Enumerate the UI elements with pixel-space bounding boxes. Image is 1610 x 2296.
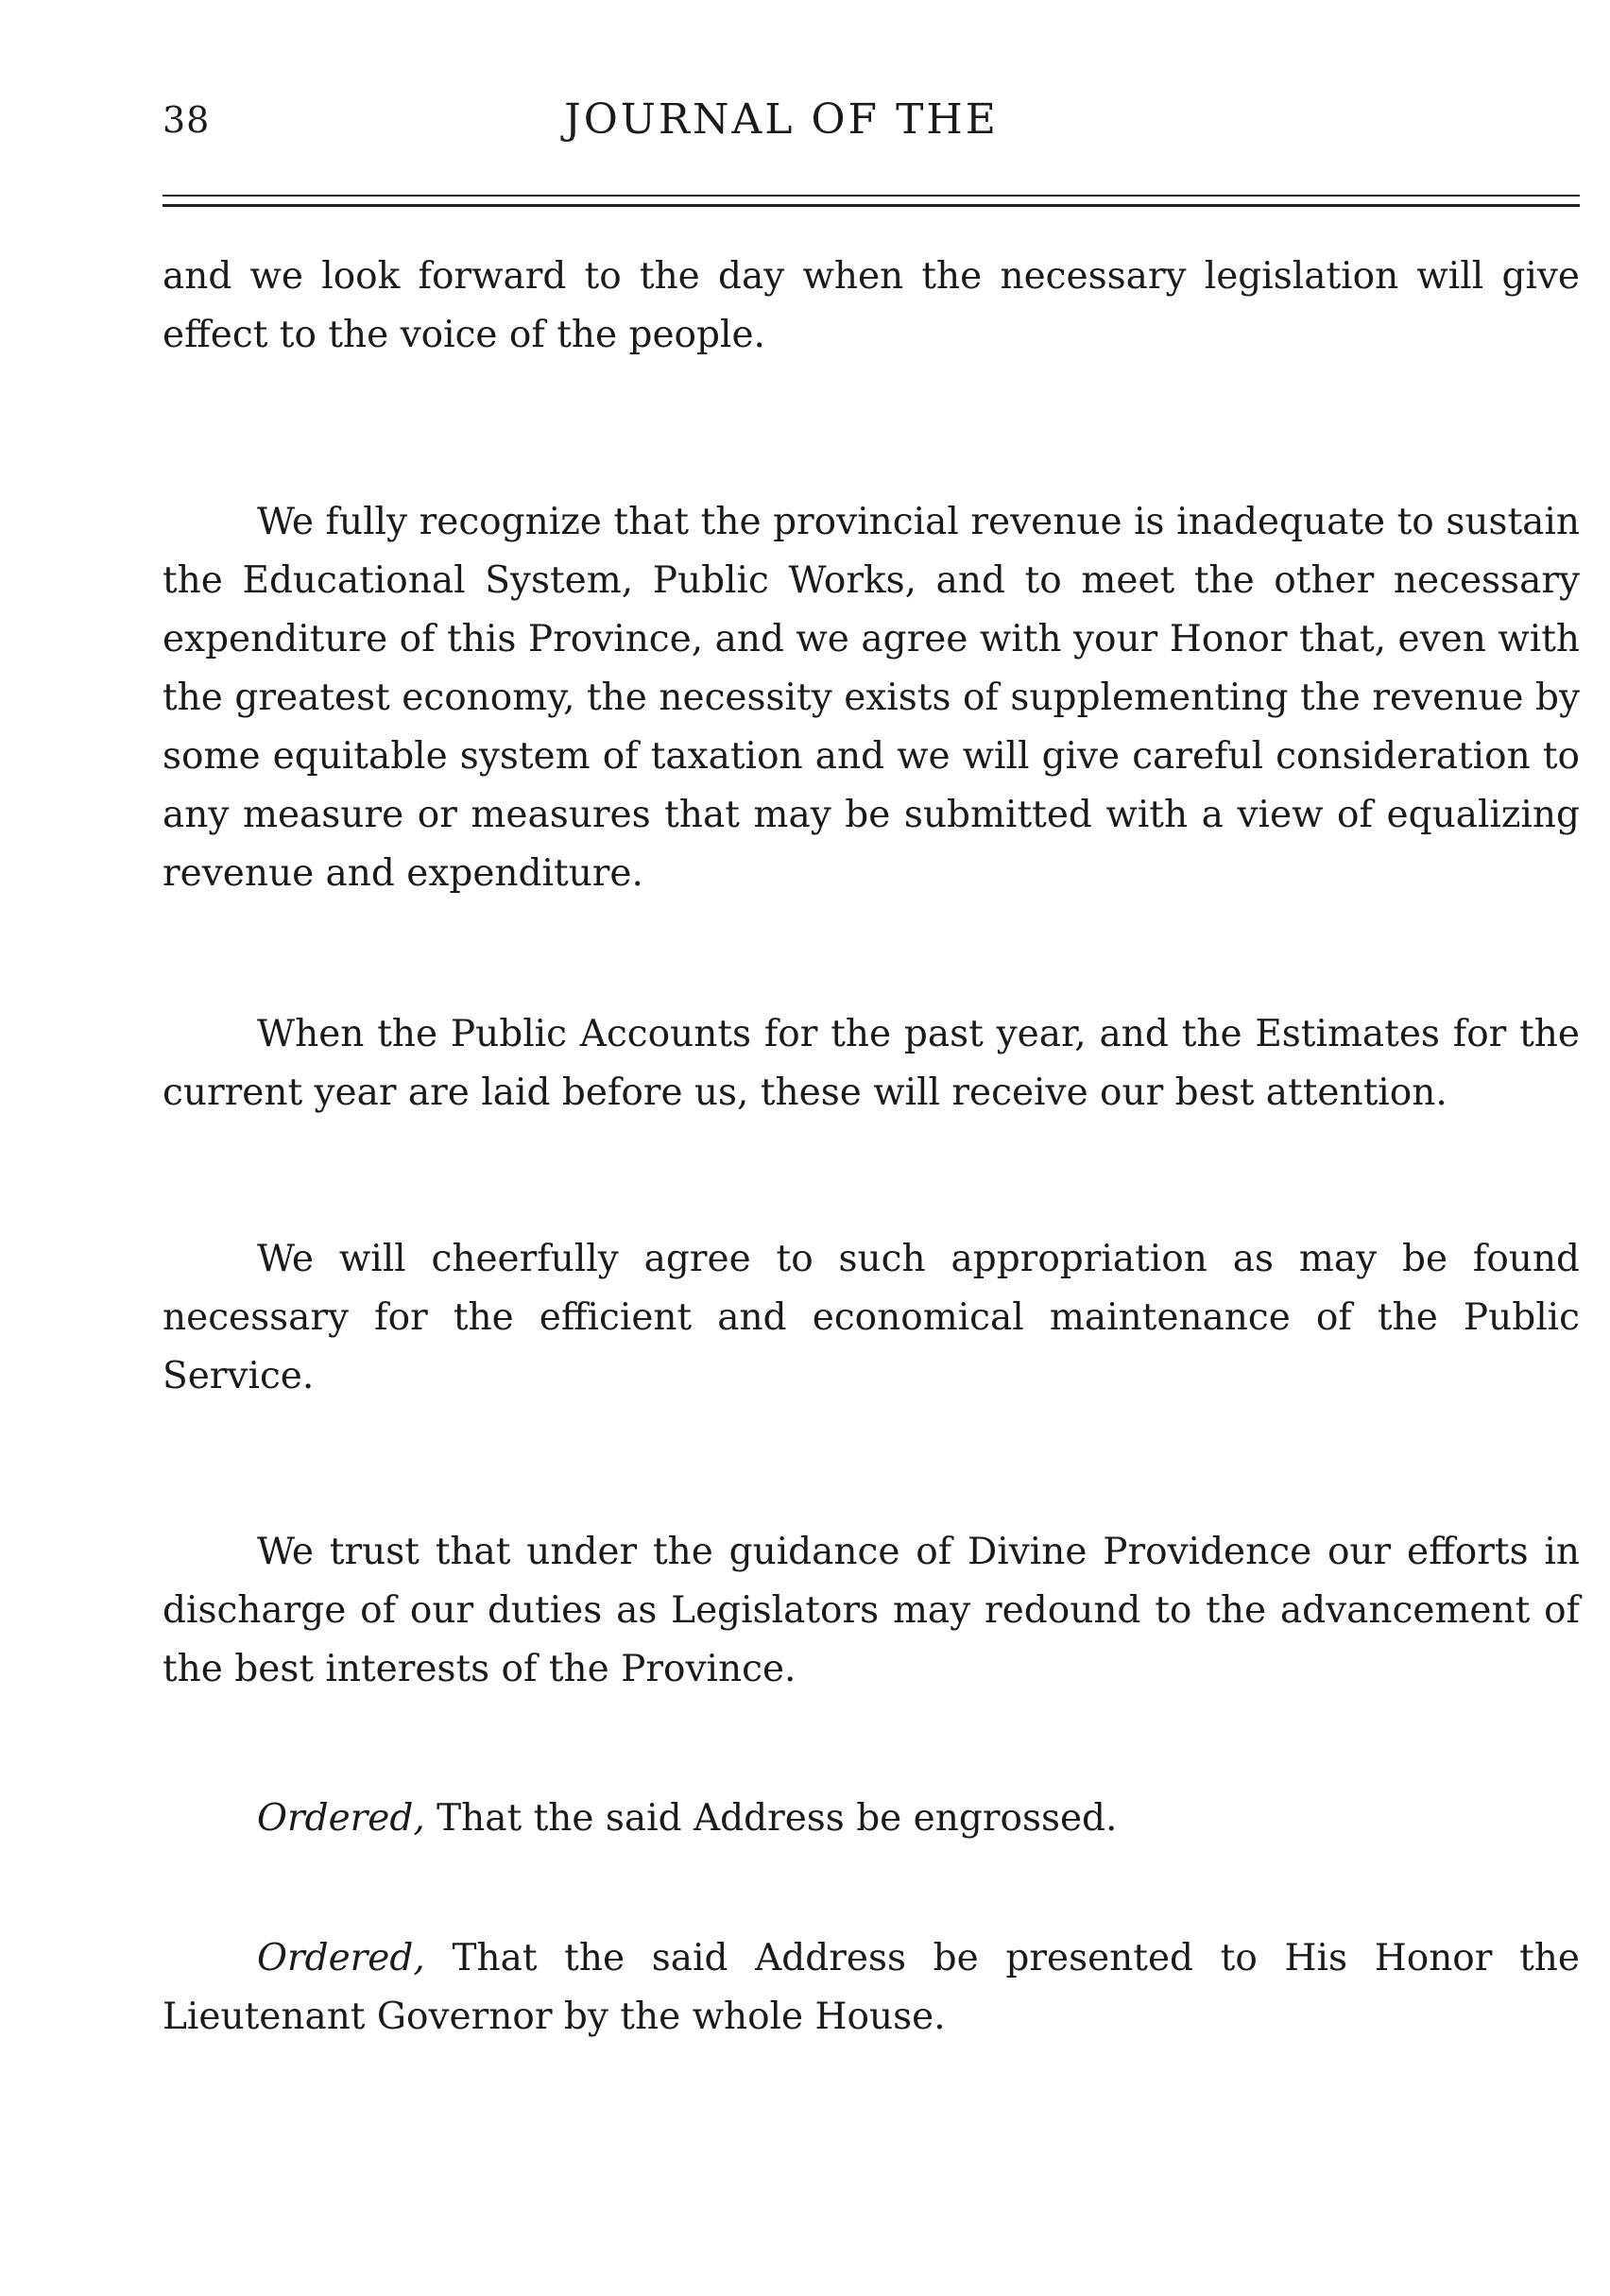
order-text: That the said Address be engrossed.: [437, 1797, 1118, 1840]
order-label: Ordered,: [257, 1937, 425, 1979]
order-text: That the said Address be presented to His Honor the Lieutenant Governor by the whole House.: [163, 1937, 1580, 2038]
paragraph-revenue: We fully recognize that the provincial revenue is inadequate to sustain the Educational System, Public Works, and to meet the other necessary expenditure of this Province, and we agree with your Honor that, even with the greatest economy, the necessity exists of supplementing the revenue by some equitable system of taxation and we will give careful consideration to any measure or measures that may be submitted with a view of equalizing revenue and expenditure.: [163, 501, 1580, 895]
page-header: [163, 87, 1580, 153]
order-presented: [163, 1929, 1580, 2047]
header-rule-top: [163, 195, 1580, 197]
paragraph-continuation: and we look forward to the day when the necessary legislation will give effect to the voice of the people.: [163, 255, 1580, 356]
paragraph-divine-providence: We trust that under the guidance of Divine Providence our efforts in discharge of our duties as Legislators may redound to the advancement of the best interests of the Province.: [163, 1531, 1580, 1690]
running-title: JOURNAL OF THE: [564, 95, 999, 144]
paragraph-public-accounts: When the Public Accounts for the past year, and the Estimates for the current year are laid before us, these will receive our best attention.: [163, 1013, 1580, 1114]
header-rule-bottom: [163, 204, 1580, 207]
body-text: [163, 248, 1580, 2047]
order-engrossed: [163, 1790, 1580, 1848]
order-label: Ordered,: [257, 1797, 425, 1840]
page-number: 38: [163, 99, 211, 141]
paragraph-appropriation: We will cheerfully agree to such appropriation as may be found necessary for the efficient and economical maintenance of the Public Service.: [163, 1238, 1580, 1397]
